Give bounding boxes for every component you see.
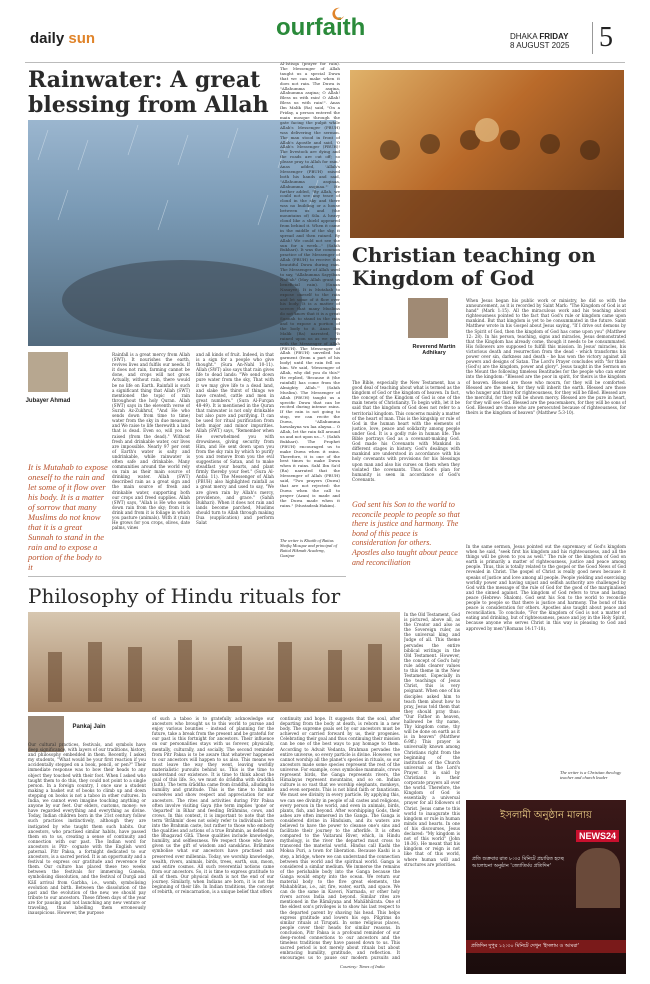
article3-column-3: continuity and hope. It suggests that the soul, after departing from the body at death, is reborn in a new body. The supreme goals set by our ancestors must be achieved or carried forward by us, their progenies. Celebrating their goal and thus continuing their mission can be one of the best ways to pay homage to them. According to Advait Vedanta, Brahman pervades the entire universe, so every particle is divine. However, we cannot worship all the planet's species in rituals, so our ancestors made some species represent the rest of the universe. For example, cows symbolise mammals, crows represent birds, the Ganga represents rivers, the Himalayas represent mountains, and so on. Indian culture is so vast that we worship elephants, monkeys, and even serpents. This is not blind faith or fanaticism. We must see divinity in every particle. By applying this, we can see divinity in people of all castes and religions, every person in the world, and even in animals, birds, plants, fish, and beyond. After worshipping Gods, their ashes are often immersed in the Ganga. The Ganga is considered divine in Hinduism, and its waters are believed to have the power to cleanse one's sins and facilitate their journey to the afterlife. It is often compared to the Vaitarani River, which, in Hindu mythology, is the river the departed must cross to transcend the material world. Hindus call Kashi the Moksa Puri, a town for liberation. Because Kashi is a step, a bridge, where we can understand the connection between this world and the spiritual world. Ganga is considered a similar medium. We immerse the remains of the perishable body into the Ganga because the Ganga would empty into the ocean. We return our material body to the five great elements, the Mahabhūtas, i.e., air, fire, water, earth, and space. We can do the same in Kaveri, Narmada, or other holy rivers across India and beyond. Similar rites are mentioned in the Rāmāyaṇa and Mahābhārata. One of the eldest son's privileges is to show his last respect to the departed parent by shaving his head. This helps express gratitude and lowers his ego. Pilgrims do similar rituals at Tirupati. In some religious places, people cover their heads for similar reasons. In conclusion, Pitr Paksa is a profound reminder of our deep-rooted connections to our ancestors and the timeless traditions they have passed down to us. This sacred period is not merely about rituals but about embracing humility, gratitude, and reflection. It encourages us to pause our modern pursuits and <box>280 716 400 961</box>
ad-channel-logo: NEWS24 <box>576 830 619 842</box>
ad-footer: প্রতিদিন দুপুর ১২:৩০ মিনিটে দেখুন 'ইসলাম ও আমরা' <box>466 940 626 953</box>
article2-column-1: The Bible, especially the New Testament, has a good deal of teaching about what is termed as the kingdom of God or the kingdom of heaven. In fact, the concept of the Kingdom of God is one of the main tenets of Christianity. To begin with, let it be said that the kingdom of God does not refer to a territorial kingdom. This concerns mainly a matter of the heart of man. This is the kingship or rule of God in the human heart with the elements of justice, love, peace and solidarity among people under God. It is a godly rule in human life. The Bible portrays God as a covenant-making God. God made his Covenants with Mankind in different stages in history. God's dealings with mankind are understood in accordance with his holy covenants with provisions for his blessings upon man and also his curses on them when they violated the covenants. Thus God's plan for humanity is seen in accordance of God's Covenants. <box>352 380 460 482</box>
article1-headline[interactable]: Rainwater: A great blessing from Allah <box>28 67 269 118</box>
article1-author: Jubayer Ahmad <box>25 398 71 404</box>
day: FRIDAY <box>539 32 569 41</box>
article3-column-2: of such a taboo is to gratefully acknowledge our ancestors who brought us to this world to pursue and enjoy various bounties - instead of planning for the future, take a break from the present and be grateful for our past is this fortnight for ancestors. Their influence on our personalities stays with us forever, physically, mentally, culturally, and socially. The second reminder from Pitr Paksa is to be aware that whatever happened to our ancestors will happen to us also. This means we must leave the way they went, leaving worldly materialistic pursuits behind us. This is the time to understand our existence. It is time to think about the goal of this life. So, we must do śrāddha with śraddhā (faith). The term śrāddha came from śraddhā, alluding to humility and gratitude. This is the time to humble ourselves and show respect and appreciation for our ancestors. The rites and activities during Pitr Paksa often involve visiting Gaya (the term implies 'gone' or 'departed' in Bihar and feeding Brāhmins, cows, and crows. In this context, it is important to note that the term 'Brāhmin' does not solely refer to individuals born into the Brahmin caste, but rather to those who embody the qualities and actions of a true Brahmin, as defined in the Bhagavad Gītā. These qualities include knowledge, humility, and selflessness. We respect those who have given us the gift of wisdom and sanskāras. Brāhmins symbolise what our ancestors have practised and preserved over millennia. Today, we worship knowledge, wealth, rivers, animals, birds, trees, earth, sun, moon, and entire cosmos. All such reverential notions came from our ancestors. So, it is time to express gratitude to all of them. Our physical death is not the end of our journey. Similarly, when Indians are born, it is not the beginning of their life. In Indian traditions, the concept of rebirth, or reincarnation, is a unique belief that offers <box>152 716 274 895</box>
article1-author-photo <box>28 352 68 392</box>
article3-headline[interactable]: Philosophy of Hindu rituals for <box>28 584 341 608</box>
page-number: 5 <box>592 22 613 54</box>
article1-divider <box>28 576 346 577</box>
city: DHAKA <box>510 32 538 41</box>
article2-column-2: When Jesus began his public work or ministry, he did so with the announcement, as it is recorded by Saint Mark: "The Kingdom of God is at hand" (Mark 1:15). All the miraculous work and his teaching about righteousness pointed to the fact that God's rule or kingdom came upon mankind. But that kingdom is yet to be consummated in the future. Saint Matthew wrote in his Gospel about Jesus saying, "If I drive out demons by the Spirit of God, then the kingdom of God has come upon you" (Matthew 12: 28). In his person, teaching, signs and miracles, Jesus demonstrated that the Kingdom has already come, though it needs to be consummated. His followers are supposed to fulfill this mission. In Jesus' miracles, his victorious death and resurrection from the dead - which transforms his power over sin, darkness and death - he has won the victory against all powers and designs of Satan. The Lord's Prayer concludes with "for thine (God's) are the kingdom, power and glory". Jesus taught in the Sermon on the Mount the following timeless Beatitudes for the people who can enter into the kingdom: "Blessed are the poor in spirit, for theirs is the kingdom of heaven. Blessed are those who mourn, for they will be comforted. Blessed are the meek, for they will inherit the earth. Blessed are those who hunger and thirst for righteousness, for they will be filled. Blessed are the merciful, for they will be shown mercy. Blessed are the pure in heart, for they will see God. Blessed are the peacemakers, for they will be sons of God. Blessed are those who are persecuted because of righteousness, for theirs is the kingdom of heaven" (Matthew 5:3-10). <box>466 298 626 416</box>
article3-courtesy: Courtesy: Times of India <box>340 964 385 969</box>
article1-pull-quote: It is Mutahab to expose oneself to the rain and let some of it flow over his body. It is a matter of sorrow that many Muslims do not know that it is a great Sunnah to stand in the rain and to expose a portion of the body to it <box>28 462 108 572</box>
date-block <box>510 32 569 50</box>
article2-column-3: In the same sermon, Jesus pointed out the supremacy of God's kingdom when he said, "seek first his kingdom and his righteousness, and all the things will be given to you as well." The rule or the kingdom of God on earth is primarily a matter of righteousness, justice and peace among people. Thus, this is totally related to the gospel or the Good News of God revealed in Christ. The gospel of Christ is really good news because it speaks of justice and love among all people. People yielding and exercising worldly power and having unjust and selfish authority are challenged by God with the message of the rule of God for the good of the marginalised and the sinned against. The kingdom of God refers to true and lasting peace (Hebrew: Shalom). God sent his Son to the world to reconcile people to people so that there is justice and harmony. The bond of this peace is consideration for others. Apostles also taught about peace and reconciliation. To conclude, "For the kingdom of God is not a matter of eating and drinking, but of righteousness, peace and joy in the Holy Spirit, because anyone who serves Christ in this way is pleasing to God and approved by men"(Romans 14:17-18). <box>466 544 626 631</box>
section-name-part1: our <box>276 14 315 41</box>
article2-author: Reverend Martin Adhikary <box>412 344 456 356</box>
article1-column-2: and all kinds of fruit. Indeed, in that is a sign for a people who give thought." (Sura An-Nahl 10-11). Allah (SWT) also says that rain gives life to dead lands: "We send down pure water from the sky, That with it we may give life to a dead land, and slake the thirst of things we have created, cattle and men in great numbers." (Sura Al-Furqan 48-49). It is mentioned in the Quran that rainwater is not only drinkable but also pure and purifying. It can be used for ritual purification from both major and minor impurities. Allah (SWT) says, "Remember when He overwhelmed you with drowsiness, giving security from Him, and He sent down upon you from the sky rain by which to purify you and remove from you the evil suggestions of Satan, and to make steadfast your hearts, and plant firmly thereby your feet." (Sura Al-Anfal: 11). The Messenger of Allah (PBUH) also highlighted rainfall as a great mercy and used to say, "We are given rain by Allah's mercy, providence, and grace." (Sahih Bukhari). When it does not rain and lands become parched, Muslims should turn to Allah through making Dua (supplication) and perform Salat <box>196 352 274 526</box>
ad-title: ইসলামী অনুষ্ঠান মালায় <box>500 810 592 821</box>
article1-author-note: The writer is Khatib of Baitus Shafiq Mosque and principal of Baitul Hikmah Academy, Gazipur <box>280 538 337 558</box>
last-supper-painting-icon <box>350 70 624 238</box>
article2-author-note: The writer is a Christian theology teacher and church leader <box>560 770 622 780</box>
article1-column-3: Al-Istisqa (prayer for rain). The Messenger of Allah taught us a special Duwa that we can make when it does not rain. The Duwa is "Allahumma asqina, Allahumma asqina; O Allah! Bless us with rain! O Allah! Bless us with rain!". Anas Ibn Malik (Ra) said, "On a Friday, a person entered the main mosque through the gate facing the pulpit while Allah's Messenger (PBUH) was delivering the sermon. The man stood in front of Allah's Apostle and said, 'O Allah's Messenger (PBUH)! The livestock are dying and the roads are cut off; so please pray to Allah for rain.' Anas added, 'Allah's Messenger (PBUH) raised both his hands and said, "Allahumma asqinaa, Allahumma asqinaa."' He further added, "By Allah, we could not see any trace of cloud in the sky and there was no building or a house between us and (the mountains of) Sila. A heavy cloud like a shield appeared from behind it. When it came in the middle of the sky, it spread and then rained. By Allah! We could not see the sun for a week..." (Sahih Bukhari). It was the common practice of the Messenger of Allah (PBUH) to receive this beautiful Duwa during rain. The Messenger of Allah used to say, "Allahumma Sayyiban Nafi'ah" (May Allah grant us beneficial rain). (Sunan Nasayee). It is Mutahab to expose oneself to the rain and let some of it flow over his body. It is a matter of sorrow that many Muslims do not know that it is a great Sunnah to stand in the rain and to expose a portion of the body to it. Anas Ibn Malik (Ra) narrated, "It rained upon us as we were with the Messenger of Allah (PBUH). The Messenger of Allah (PBUH) unveiled his garment (from a part of his body) until the rain fell on him. We said, 'Messenger of Allah, why did you do this?' He replied, 'Because it (the rainfall) has come from the Almighty Allah.'" (Sahih Muslim). The Messenger of Allah (PBUH) taught us a specific Duwa that can be recited during intense rains. If the rain is not going to stop, we can recite the Duwa, "Allahumma hawalayna wa laa alayna... O Allah, let the rain fall around us and not upon us...". (Sahih Bukhari). The Prophet (PBUH) encouraged us to make Duwa when it rains. Therefore, it is one of the best times to make Duwa when it rains. Sahl Ibn Sa'd (Ra) narrated that the Messenger of Allah (PBUH) said, "Two prayers (Duwa) that are not rejected: the Duwa when the call to prayer (Azan) is made and the Duwa made when it rains." (Mustadrak Hakim). <box>280 62 340 508</box>
date: 8 AUGUST 2025 <box>510 41 570 50</box>
paper-name-part1: daily <box>30 30 65 47</box>
ad-presenter-image <box>576 848 620 908</box>
ritual-photo-icon <box>28 612 400 712</box>
news24-advertisement[interactable] <box>466 800 626 974</box>
ad-body: প্রতি শুক্রবার রাত ৮:৩৫ মিনিটে প্রচারিত হচ্ছে আলোচনা অনুষ্ঠান 'জ্যোতির্ময় প্রতিদিন' <box>472 856 564 869</box>
section-logo <box>276 14 365 42</box>
article3-column-1: Our cultural practices, festivals, and symbols have deep significance, with layers of our traditions, history, and philosophy embedded in them. Recently, I asked my students, "What would be your first reaction if you accidentally stepped on a book, pencil, or pen?" Their immediate response was to bow their heads to any object they touched with their foot. When I asked who taught them to do this, they could not point to a single person. In a foreign country, I once saw a student making a basket out of books to climb up and down stepping on books is not a taboo in other cultures. In India, we cannot even imagine touching anything or anyone by our feet. Our elders, customs, money: we have regarded everything and everything as divine. Today, Indian children born in the 21st century follow such practices instinctively, although they are instigated by who taught them such habits. Our ancestors, who practised similar habits, have passed them on to us, creating a sense of continuity and connection with our past. The Indian word for ancestors is Pitr- cognate with the English word paternal. Pitr Paksa, a fortnight dedicated to our ancestors, is a sacred period. It is an opportunity and a festival to express our gratitude and reverence for them. Our culture has placed these two weeks between the festivals for immersing Ganeśa, symbolising dissolution, and the festival of Durgā and Kālī arrival from Garbha, i.e., womb, symbolising evolution and birth. Between the dissolution of the past and the evolution of the new, we should pay tribute to our ancestors. These fifteen days of the year are for pausing and not launching any new venture or traveling, thus labelling them erroneously inauspicious. However, the purpose <box>28 742 146 916</box>
article2-image <box>350 70 624 238</box>
article2-pull-quote: God sent his Son to the world to reconcile people to people so that there is justice and harmony. The bond of this peace is consideration for others. Apostles also taught about peace and reconciliation <box>352 500 460 567</box>
article1-column-1: Rainfall is a great mercy from Allah (SWT). It nourishes the earth, revives lives and fulfils our needs. If it does not rain, farming cannot be done, and crops will not grow. Actually, without rain, there would be no life on Earth. Rainfall is such a significant thing that Allah (SWT) mentioned the topic of rain throughout the holy Quran. Allah (SWT) says in the eleventh verse of Surah Az-Zukhruf, "And He who sends down from time to time) water from the sky in due measure, and We raise to life therewith a land that is dead. Even so, will you be raised (from the dead)." Without fresh and drinkable water, our lives are impossible. Nearly 97 per cent of Earth's water is salty and undrinkable, while rainwater is often safe and drinkable. Many communities around the world rely on rain as their main source of drinking water. Allah (SWT) described rain as a great sign and the main source of fresh and drinkable water, supporting both our crops and freed supplies. Allah (SWT) says, "Allah is He who sends down rain from the sky; from it is drink and from it is foliage in which you pasture (animals). With it (rain) He grows for you crops, olives, date palms, vines <box>112 352 190 531</box>
section-name-part2: faith <box>314 14 366 41</box>
masthead <box>0 0 650 60</box>
article2-author-photo <box>408 298 448 338</box>
paper-name-part2: sun <box>68 30 96 47</box>
crescent-star-icon <box>330 6 346 22</box>
article2-column-mid: In the Old Testament, God is pictured, above all, as the Creator and also as the Sovereign ruler, as the universal king and Judge of all. This theme pervades the entire biblical writings in the Old Testament. However, the concept of God's holy rule adds clearer values to this theme in the New Testament. Especially in the teachings of Jesus Christ, this is very poignant. When one of his disciples asked him to teach them about how to pray, Jesus told them that they should pray thus: "Our Father in heaven, hallowed be thy name, Thy kingdom come, thy will be done on earth as it is in heaven" (Matthew 6:9ff.) This prayer is universally known among Christians right from the beginning of the institution of the Church universal as the Lord's Prayer. It is said by Christians in their corporate prayers all over the world. Therefore, the Kingdom of God is essentially a universal prayer for all followers of Christ. Jesus came to this world to inaugurate this kingdom or rule in human minds and hearts. In one of his discourses, Jesus declared: "My kingdom is not of this world" (John 18:36). He meant that his kingdom or reign is not like that of this world, where human will and structures are priorities. <box>404 612 460 867</box>
paper-logo[interactable] <box>30 30 95 47</box>
article3-image <box>28 612 400 712</box>
article2-headline[interactable]: Christian teaching on Kingdom of God <box>352 243 596 290</box>
article3-author: Pankaj Jain <box>72 724 106 730</box>
